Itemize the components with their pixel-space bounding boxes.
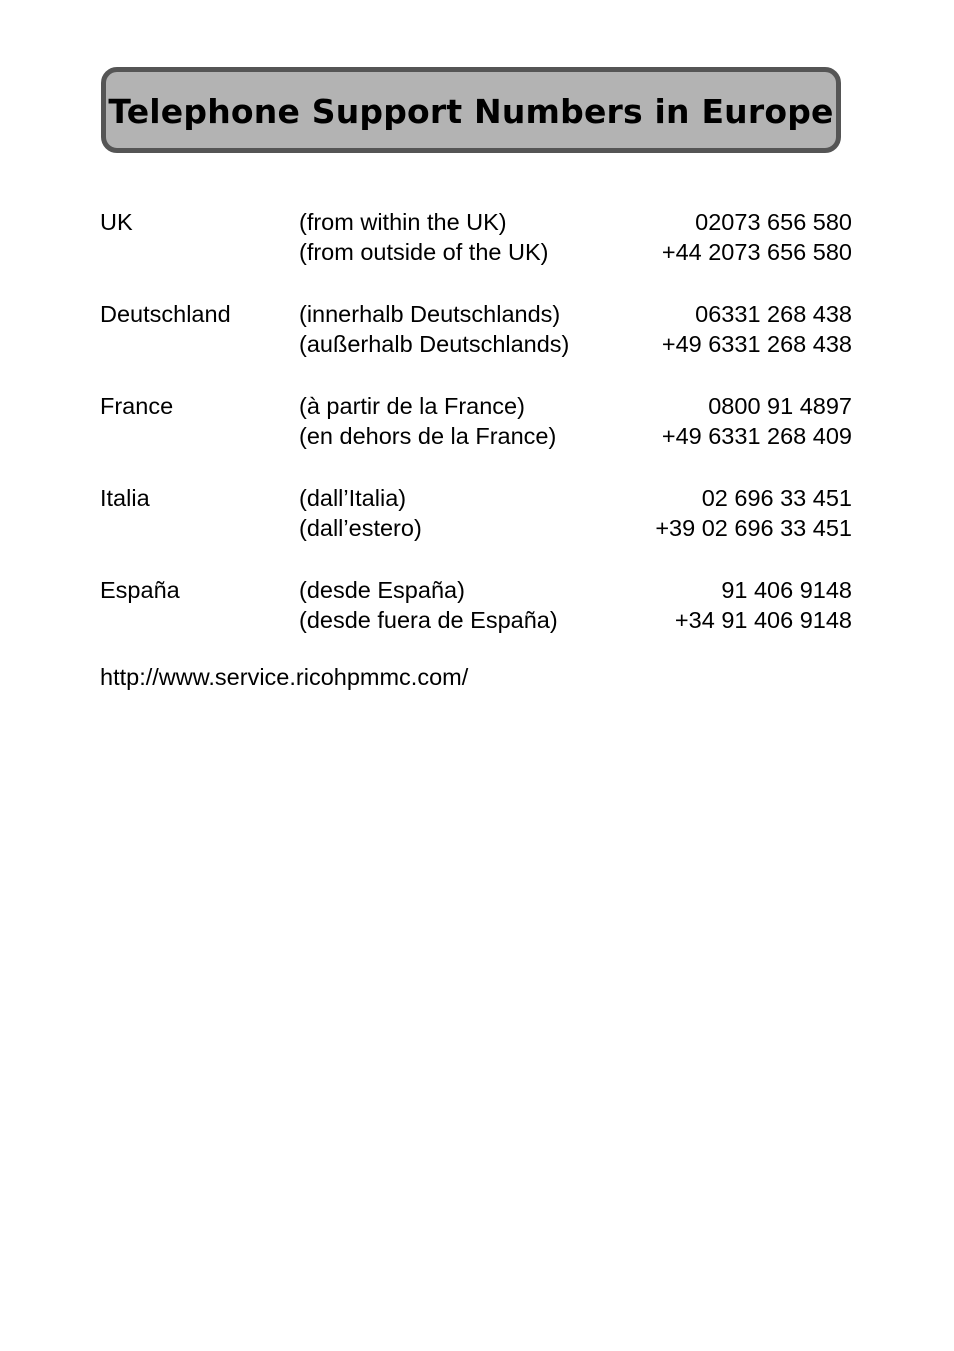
call-scope: (dall’Italia) — [299, 484, 407, 511]
list-item — [100, 514, 852, 545]
call-scope: (innerhalb Deutschlands) — [299, 300, 561, 327]
country-block-uk — [100, 207, 852, 268]
list-item — [100, 575, 852, 606]
country-name: Italia — [100, 484, 150, 511]
call-scope: (außerhalb Deutschlands) — [299, 331, 570, 358]
country-name: UK — [100, 208, 133, 235]
call-scope: (en dehors de la France) — [299, 423, 557, 450]
phone-number: +34 91 406 9148 — [674, 607, 852, 634]
support-url: http://www.service.ricohpmmc.com/ — [100, 664, 469, 690]
phone-number: 0800 91 4897 — [708, 392, 852, 419]
phone-number: 02 696 33 451 — [701, 484, 852, 511]
country-name: Deutschland — [100, 300, 231, 327]
phone-number: 91 406 9148 — [721, 576, 852, 603]
phone-number: +49 6331 268 438 — [661, 331, 852, 358]
country-name: España — [100, 576, 180, 603]
country-block-france — [100, 391, 852, 452]
call-scope: (desde fuera de España) — [299, 607, 558, 634]
list-item — [100, 207, 852, 238]
list-item — [100, 422, 852, 453]
title-banner — [101, 67, 841, 153]
call-scope: (from outside of the UK) — [299, 239, 549, 266]
list-item — [100, 238, 852, 269]
country-block-deutschland — [100, 299, 852, 360]
phone-number: +44 2073 656 580 — [661, 239, 852, 266]
country-block-espana — [100, 575, 852, 636]
call-scope: (desde España) — [299, 576, 465, 603]
list-item — [100, 483, 852, 514]
country-block-italia — [100, 483, 852, 544]
list-item — [100, 299, 852, 330]
call-scope: (dall’estero) — [299, 515, 422, 542]
call-scope: (à partir de la France) — [299, 392, 525, 419]
list-item — [100, 391, 852, 422]
phone-number: +39 02 696 33 451 — [655, 515, 852, 542]
phone-number: 06331 268 438 — [695, 300, 852, 327]
support-numbers-list — [100, 207, 852, 667]
call-scope: (from within the UK) — [299, 208, 507, 235]
list-item — [100, 330, 852, 361]
page-title: Telephone Support Numbers in Europe — [108, 91, 834, 131]
country-name: France — [100, 392, 174, 419]
list-item — [100, 606, 852, 637]
phone-number: 02073 656 580 — [695, 208, 852, 235]
phone-number: +49 6331 268 409 — [661, 423, 852, 450]
